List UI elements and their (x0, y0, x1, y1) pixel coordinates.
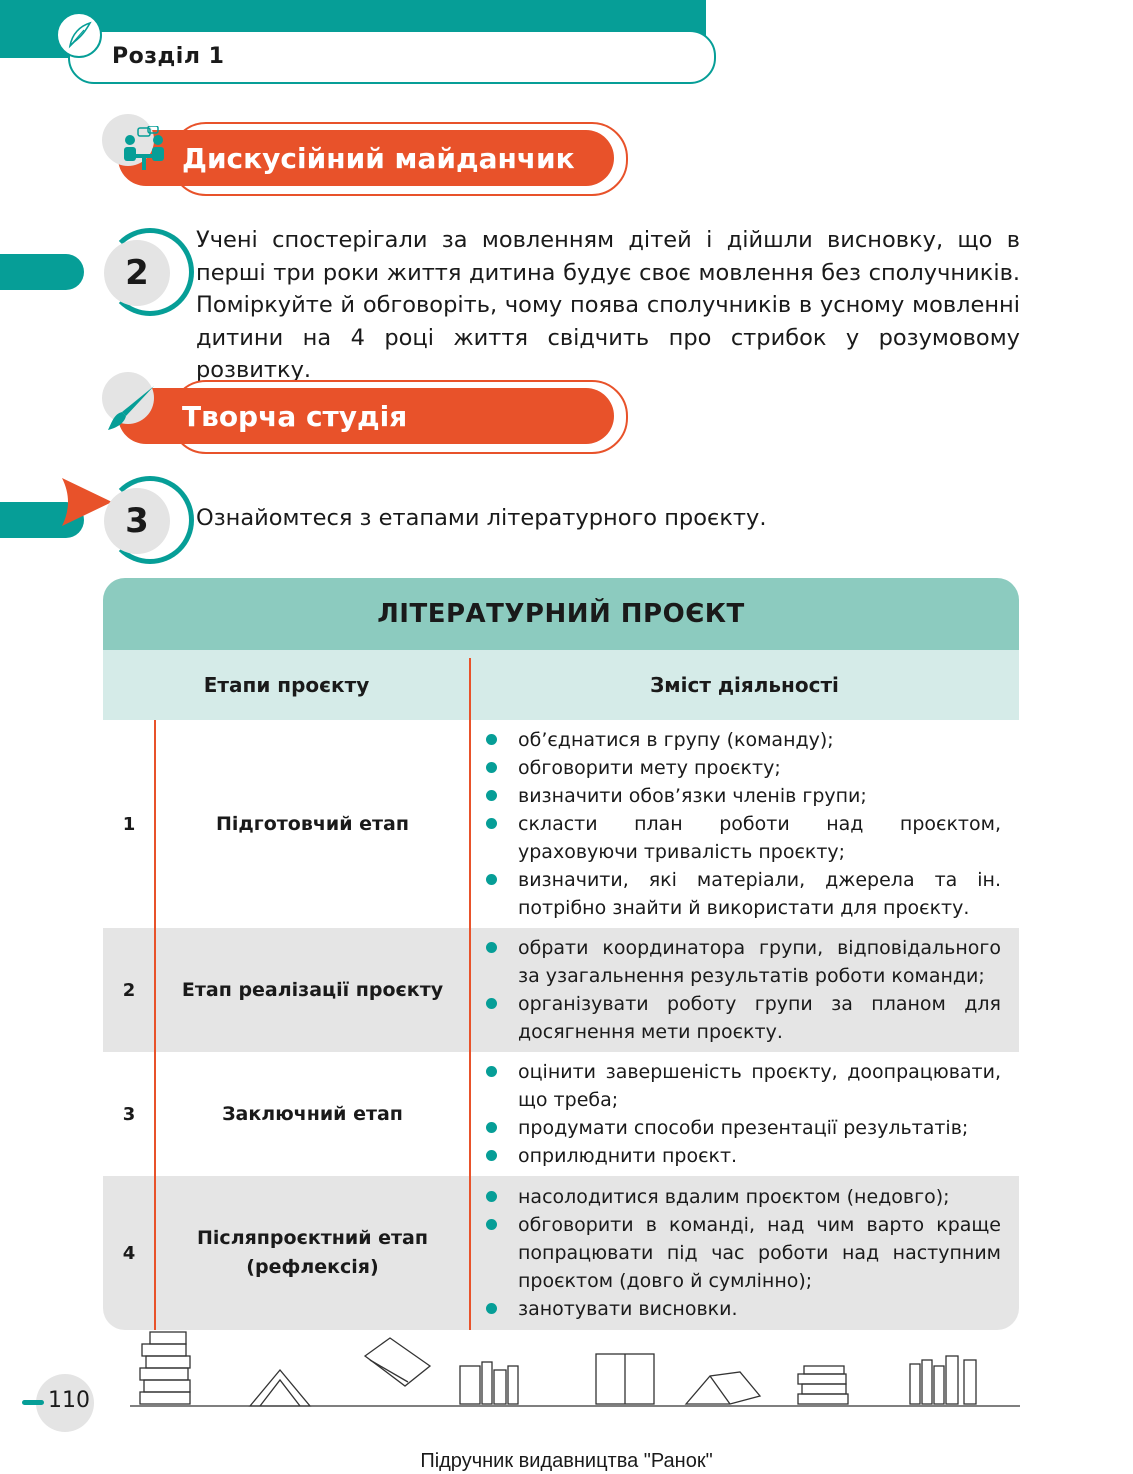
studio-title: Творча студія (182, 399, 408, 433)
number-divider (154, 720, 156, 1330)
chapter-label: Розділ 1 (112, 44, 225, 69)
row-stage: Заключний етап (222, 1102, 403, 1125)
row-content (470, 1183, 1019, 1323)
list-item: обговорити мету проєкту; (486, 754, 1001, 782)
feather-icon (56, 12, 102, 58)
list-item: визначити обов’язки членів групи; (486, 782, 1001, 810)
row-stage (155, 1224, 470, 1282)
col-stages-header: Етапи проєкту (203, 673, 370, 697)
list-item: визначити, які матеріали, джерела та ін. потрібно знайти й використати для проєкту. (486, 866, 1001, 922)
discussion-title: Дискусійний майданчик (182, 141, 575, 175)
col-content-header: Зміст діяльності (650, 673, 839, 697)
table-row (103, 1176, 1019, 1330)
list-item: організувати роботу групи за планом для досягнення мети проєкту. (486, 990, 1001, 1046)
discussion-banner (118, 130, 614, 186)
discussion-icon (120, 126, 170, 172)
row-number: 1 (122, 813, 136, 835)
list-item: занотувати висновки. (486, 1295, 1001, 1323)
table-row (103, 1052, 1019, 1176)
publisher-note: Підручник видавництва "Ранок" (420, 1450, 713, 1472)
list-item: об’єднатися в групу (команду); (486, 726, 1001, 754)
list-item: оцінити завершеність проєкту, доопрацювати, що треба; (486, 1058, 1001, 1114)
row-content (470, 726, 1019, 922)
list-item: оприлюднити проєкт. (486, 1142, 1001, 1170)
table-header (103, 650, 1019, 720)
task-2-text: Учені спостерігали за мовленням дітей і дійшли висновку, що в перші три роки життя дитина будує своє мовлення без сполучників. Поміркуйте й обговоріть, чому поява сполучників в усному мовленні дитини на 4 році життя свідчить про стрибок у розумовому розвитку. (196, 227, 1020, 383)
list-item: скласти план роботи над проєктом, ураховуючи тривалість проєкту; (486, 810, 1001, 866)
list-item: обговорити в команді, над чим варто краще попрацювати під час роботи над наступним проєктом (довго й сумлінно); (486, 1211, 1001, 1295)
list-item: обрати координатора групи, відповідального за узагальнення результатів роботи команди; (486, 934, 1001, 990)
row-number: 4 (122, 1242, 136, 1264)
task-3-number: 3 (104, 488, 170, 554)
table-row (103, 928, 1019, 1052)
page-number-dash (22, 1400, 44, 1405)
page-number: 110 (48, 1388, 90, 1413)
table-title: ЛІТЕРАТУРНИЙ ПРОЄКТ (103, 578, 1019, 650)
task-2-number: 2 (104, 240, 170, 306)
row-stage: Підготовчий етап (216, 812, 409, 835)
row-content (470, 934, 1019, 1046)
task-3-text: Ознайомтеся з етапами літературного проєкту. (196, 505, 767, 531)
column-divider (469, 658, 471, 1330)
row-content (470, 1058, 1019, 1170)
books-illustration (130, 1326, 1020, 1410)
studio-banner (118, 388, 614, 444)
task-2-sidebar (0, 254, 84, 290)
row-number: 2 (122, 979, 136, 1001)
row-stage: Етап реалізації проєкту (181, 978, 444, 1001)
row-number: 3 (122, 1103, 136, 1125)
project-table (103, 578, 1019, 1330)
list-item: насолодитися вдалим проєктом (недовго); (486, 1183, 1001, 1211)
row-stage-sub: (рефлексія) (246, 1256, 379, 1278)
row-stage-title: Післяпроєктний етап (197, 1227, 428, 1249)
list-item: продумати способи презентації результатів; (486, 1114, 1001, 1142)
brush-icon (104, 382, 158, 434)
table-row (103, 720, 1019, 928)
